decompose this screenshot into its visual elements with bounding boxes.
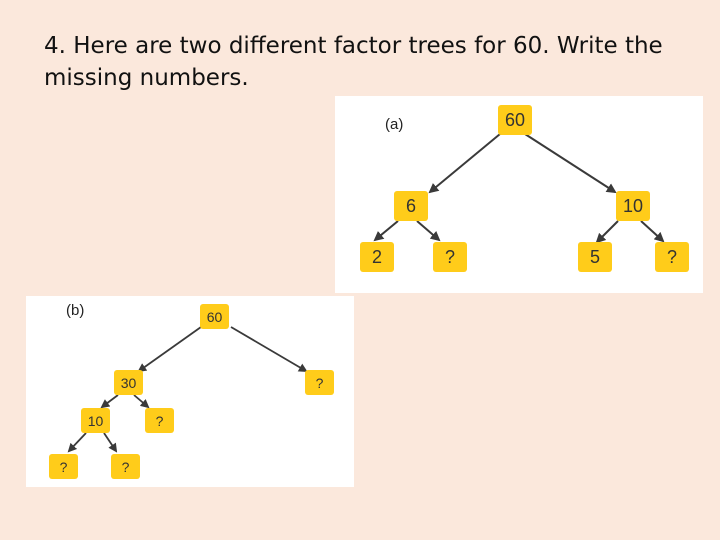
- arrow-60-to-6: [430, 134, 500, 192]
- arrow-60-to-q: [231, 327, 306, 371]
- tree-b-node-right: ?: [305, 370, 334, 395]
- tree-a-node-right-right: ?: [655, 242, 689, 272]
- arrow-10-to-5: [597, 221, 618, 242]
- tree-b-node-left: 30: [114, 370, 143, 395]
- tree-a-node-right-left: 5: [578, 242, 612, 272]
- factor-tree-a-panel: [335, 96, 703, 293]
- tree-b-node-left-right: ?: [145, 408, 174, 433]
- arrow-10-to-q: [641, 221, 663, 241]
- tree-a-node-left: 6: [394, 191, 428, 221]
- arrow-10-to-q-right: [104, 433, 116, 451]
- tree-b-node-root: 60: [200, 304, 229, 329]
- arrow-6-to-2: [375, 221, 398, 240]
- tree-a-node-left-left: 2: [360, 242, 394, 272]
- arrow-30-to-q: [134, 395, 148, 407]
- tree-b-node-left-left-left: ?: [49, 454, 78, 479]
- tree-b-label: (b): [66, 302, 85, 319]
- tree-a-node-right: 10: [616, 191, 650, 221]
- tree-b-node-left-left: 10: [81, 408, 110, 433]
- arrow-6-to-q: [417, 221, 439, 240]
- tree-a-node-left-right: ?: [433, 242, 467, 272]
- arrow-30-to-10: [102, 395, 118, 407]
- arrow-60-to-10: [525, 134, 615, 192]
- tree-a-node-root: 60: [498, 105, 532, 135]
- arrow-10-to-q-left: [69, 433, 86, 451]
- tree-b-node-left-left-right: ?: [111, 454, 140, 479]
- tree-a-label: (a): [385, 116, 404, 133]
- arrow-60-to-30: [139, 327, 201, 371]
- question-text: 4. Here are two different factor trees for 60. Write the missing numbers.: [44, 33, 663, 91]
- factor-tree-b-panel: [26, 296, 354, 487]
